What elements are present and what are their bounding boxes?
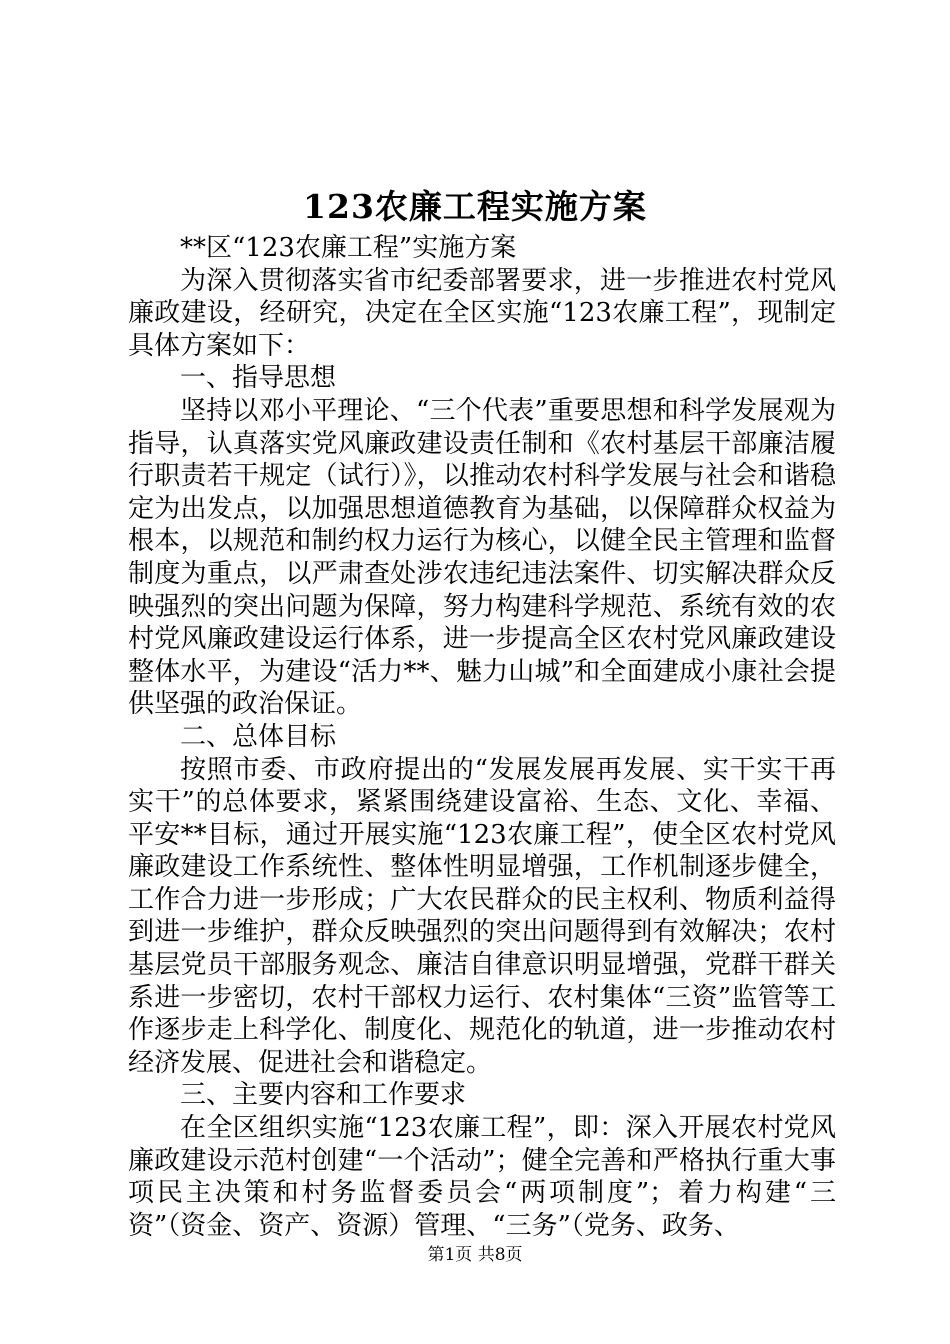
intro-paragraph: 为深入贯彻落实省市纪委部署要求，进一步推进农村党风廉政建设，经研究，决定在全区实施“123农廉工程”，现制定具体方案如下： [128, 265, 836, 361]
section-heading-overall-goal: 二、总体目标 [180, 721, 337, 752]
main-content-paragraph: 在全区组织实施“123农廉工程”，即：深入开展农村党风廉政建设示范村创建“一个活动”；健全完善和严格执行重大事项民主决策和村务监督委员会“两项制度”；着力构建“三资”（资金、资产、资源）管理、“三务”（党务、政务、 [128, 1113, 836, 1241]
section-heading-main-content: 三、主要内容和工作要求 [180, 1080, 467, 1111]
document-title: 123农廉工程实施方案 [303, 187, 647, 226]
overall-goal-paragraph: 按照市委、市政府提出的“发展发展再发展、实干实干再实干”的总体要求，紧紧围绕建设富裕、生态、文化、幸福、平安**目标，通过开展实施“123农廉工程”，使全区农村党风廉政建设工作系统性、整体性明显增强，工作机制逐步健全，工作合力进一步形成；广大农民群众的民主权利、物质利益得到进一步维护，群众反映强烈的突出问题得到有效解决；农村基层党员干部服务观念、廉洁自律意识明显增强，党群干群关系进一步密切，农村干部权力运行、农村集体“三资”监管等工作逐步走上科学化、制度化、规范化的轨道，进一步推动农村经济发展、促进社会和谐稳定。 [128, 754, 836, 1078]
document-subtitle: **区“123农廉工程”实施方案 [180, 233, 517, 263]
guiding-thought-paragraph: 坚持以邓小平理论、“三个代表”重要思想和科学发展观为指导，认真落实党风廉政建设责任制和《农村基层干部廉洁履行职责若干规定（试行）》，以推动农村科学发展与社会和谐稳定为出发点，以加强思想道德教育为基础，以保障群众权益为根本，以规范和制约权力运行为核心，以健全民主管理和监督制度为重点，以严肃查处涉农违纪违法案件、切实解决群众反映强烈的突出问题为保障，努力构建科学规范、系统有效的农村党风廉政建设运行体系，进一步提高全区农村党风廉政建设整体水平，为建设“活力**、魅力山城”和全面建成小康社会提供坚强的政治保证。 [128, 395, 836, 720]
page-number-footer: 第1页 共8页 [427, 1245, 523, 1265]
section-heading-guiding-thought: 一、指导思想 [180, 363, 337, 394]
document-body [128, 232, 836, 1242]
